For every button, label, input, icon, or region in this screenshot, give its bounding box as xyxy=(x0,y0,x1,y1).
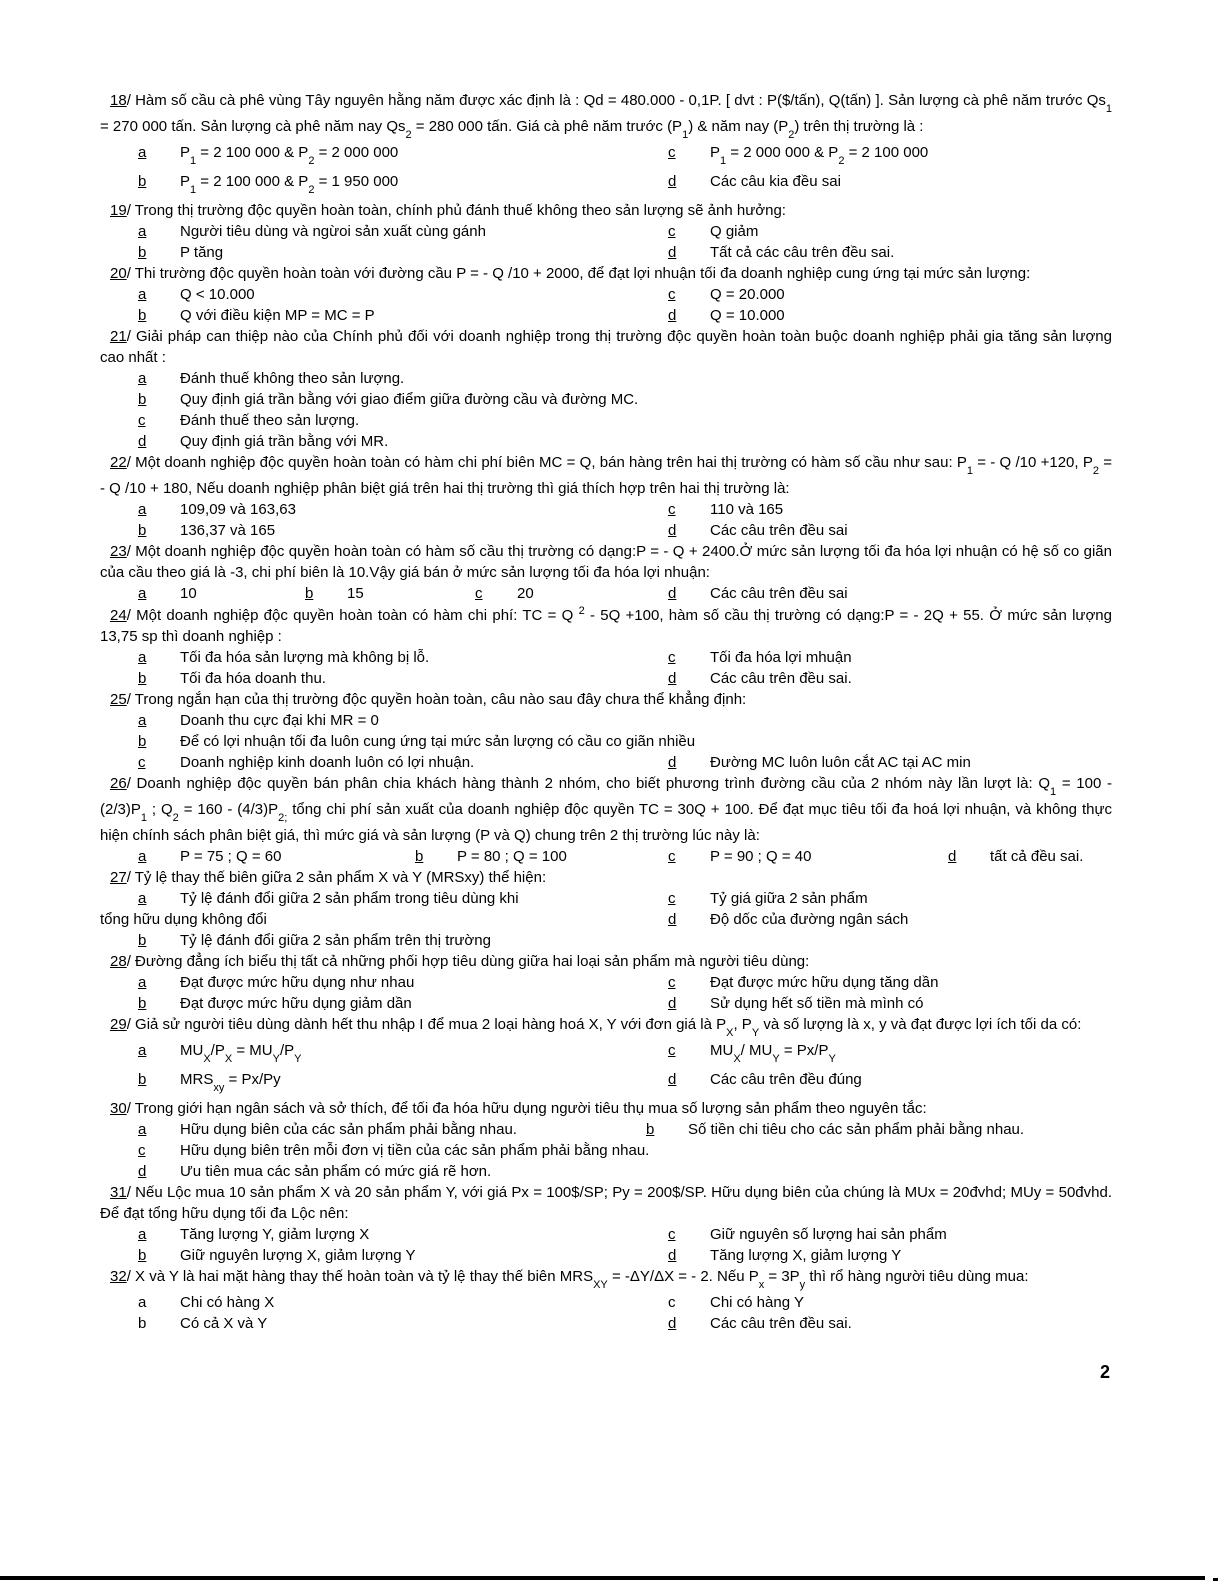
option-letter: a xyxy=(138,1121,147,1138)
option-letter: a xyxy=(138,370,147,387)
option-text: Chi có hàng Y xyxy=(710,1294,804,1311)
question-22-text: 22/ Một doanh nghiệp độc quyền hoàn toàn có hàm chi phí biên MC = Q, bán hàng trên hai thị trường có hàm số cầu như sau: $P_1$ = - Q /10 +120, $P_2$ = - Q /10 + 180, Nếu doanh nghiệp phân biệt giá trên hai thị trường thì giá thích hợp trên hai thị trường là: xyxy=(100,454,1112,497)
options-row xyxy=(100,1069,1112,1098)
options-row xyxy=(100,1313,1112,1334)
option-text: 10 xyxy=(180,585,197,602)
option-26b xyxy=(415,846,567,867)
option-text: Các câu trên đều sai. xyxy=(710,670,852,687)
option-text: Quy định giá trần bằng với giao điểm giữa đường cầu và đường MC. xyxy=(180,391,639,408)
option-letter: a xyxy=(138,1042,147,1059)
question-19-text: 19/ Trong thị trường độc quyền hoàn toàn, chính phủ đánh thuế không theo sản lượng sẽ ảnh hưởng: xyxy=(110,202,786,219)
question-number: 18 xyxy=(110,92,127,109)
option-letter: b xyxy=(138,995,147,1012)
option-text: Ưu tiên mua các sản phẩm có mức giá rẽ hơn. xyxy=(180,1163,492,1180)
options-row xyxy=(100,389,1112,410)
option-text: P = 90 ; Q = 40 xyxy=(710,848,812,865)
option-letter: b xyxy=(138,1247,147,1264)
option-letter: c xyxy=(668,286,676,303)
options-row xyxy=(100,752,1112,773)
option-letter: b xyxy=(138,522,147,539)
question-19 xyxy=(100,200,1112,263)
question-number: 28 xyxy=(110,953,127,970)
option-28a xyxy=(138,972,414,993)
option-letter: a xyxy=(138,712,147,729)
option-26a xyxy=(138,846,281,867)
option-letter: d xyxy=(668,522,677,539)
option-letter: d xyxy=(668,911,677,928)
option-31b xyxy=(138,1245,415,1266)
options-row xyxy=(100,410,1112,431)
option-25b xyxy=(138,731,695,752)
option-25c xyxy=(138,752,474,773)
option-text: Q giảm xyxy=(710,223,759,240)
options-row xyxy=(100,647,1112,668)
question-number: 31 xyxy=(110,1184,127,1201)
option-21d xyxy=(138,431,388,452)
options-row xyxy=(100,888,1112,909)
option-text: P = 80 ; Q = 100 xyxy=(457,848,567,865)
question-26-text: 26/ Doanh nghiệp độc quyền bán phân chia khách hàng thành 2 nhóm, cho biết phương trình đường cầu của 2 nhóm này lần lượt là: $Q_1 = 100 - (2/3)P_1$ ; $Q_2 = 160 - (4/3)P_{2;}$ tổng chi phí sản xuất của doanh nghiệp độc quyền TC = 30Q + 100. Để đạt mục tiêu tối đa hoá lợi nhuận, và không thực hiện chính sách phân biệt giá, thì mức giá và sản lượng (P và Q) chung trên 2 thị trường lúc này là: xyxy=(100,775,1112,844)
option-letter: a xyxy=(138,974,147,991)
option-21a xyxy=(138,368,404,389)
option-text: Q < 10.000 xyxy=(180,286,255,303)
option-text: Đạt được mức hữu dụng giảm dần xyxy=(180,995,412,1012)
option-letter: c xyxy=(668,890,676,907)
options-row xyxy=(100,1245,1112,1266)
option-text: $MU_X/P_X = MU_Y/P_Y$ xyxy=(180,1042,302,1065)
question-30 xyxy=(100,1098,1112,1182)
option-letter: c xyxy=(138,412,146,429)
question-27-text: 27/ Tỷ lệ thay thế biên giữa 2 sản phẩm X và Y (MRSxy) thể hiện: xyxy=(110,869,547,886)
option-letter: d xyxy=(668,754,677,771)
option-22b xyxy=(138,520,275,541)
option-text: 136,37 và 165 xyxy=(180,522,276,539)
question-20-text: 20/ Thi trường độc quyền hoàn toàn với đường cầu P = - Q /10 + 2000, để đạt lợi nhuận tối đa doanh nghiệp cung ứng tại mức sản lượng: xyxy=(110,265,1031,282)
option-29c xyxy=(668,1040,836,1066)
option-letter: b xyxy=(415,848,424,865)
option-23c xyxy=(475,583,534,604)
option-text: Các câu trên đều đúng xyxy=(710,1071,862,1088)
options-row xyxy=(100,731,1112,752)
option-21b xyxy=(138,389,638,410)
question-32 xyxy=(100,1266,1112,1334)
option-text: 109,09 và 163,63 xyxy=(180,501,296,518)
question-18-text: 18/ Hàm số cầu cà phê vùng Tây nguyên hằng năm được xác định là : Qd = 480.000 - 0,1P. [ dvt : P($/tấn), Q(tấn) ]. Sản lượng cà phê năm trước $Qs_1 = 270$ 000 tấn. Sản lượng cà phê năm nay $Qs_2 = 280$ 000 tấn. Giá cà phê năm trước $(P_1)$ & năm nay $(P_2)$ trên thị trường là : xyxy=(100,92,1112,141)
option-31c xyxy=(668,1224,947,1245)
option-text: Đạt được mức hữu dụng như nhau xyxy=(180,974,415,991)
option-24c xyxy=(668,647,852,668)
option-letter: a xyxy=(138,848,147,865)
option-text: Tất cả các câu trên đều sai. xyxy=(710,244,895,261)
option-letter: d xyxy=(668,1315,677,1332)
option-letter: d xyxy=(668,307,677,324)
question-18 xyxy=(100,90,1112,200)
option-letter: a xyxy=(138,144,147,161)
option-18c xyxy=(668,142,928,168)
option-text: $P_1 = 2$ 100 000 & $P_2 = 1$ 950 000 xyxy=(180,173,399,196)
option-18d xyxy=(668,171,841,192)
option-20c xyxy=(668,284,785,305)
page-number: 2 xyxy=(1100,1362,1111,1382)
option-27d xyxy=(668,909,908,930)
options-row xyxy=(100,221,1112,242)
option-21c xyxy=(138,410,359,431)
question-21 xyxy=(100,326,1112,452)
option-text: Các câu kia đều sai xyxy=(710,173,841,190)
question-number: 19 xyxy=(110,202,127,219)
option-22a xyxy=(138,499,296,520)
question-number: 26 xyxy=(110,775,127,792)
option-letter: b xyxy=(646,1121,655,1138)
option-29b xyxy=(138,1069,281,1095)
option-24b xyxy=(138,668,326,689)
options-row xyxy=(100,972,1112,993)
question-31-text: 31/ Nếu Lộc mua 10 sản phẩm X và 20 sản phẩm Y, với giá Px = 100$/SP; Py = 200$/SP. Hữu dụng biên của chúng là MUx = 20đvhd; MUy = 50đvhd. Để đạt tổng hữu dụng tối đa Lộc nên: xyxy=(100,1184,1112,1222)
option-letter: b xyxy=(138,932,147,949)
option-30d xyxy=(138,1161,491,1182)
question-number: 29 xyxy=(110,1016,127,1033)
option-letter: c xyxy=(668,1294,676,1311)
option-text: Tỷ lệ đánh đổi giữa 2 sản phẩm trên thị trường xyxy=(180,932,491,949)
option-30c xyxy=(138,1140,649,1161)
options-row xyxy=(100,583,1112,604)
option-28b xyxy=(138,993,412,1014)
option-text: Đường MC luôn luôn cắt AC tại AC min xyxy=(710,754,971,771)
question-number: 24 xyxy=(110,607,127,624)
options-row xyxy=(100,909,1112,930)
option-letter: d xyxy=(668,1247,677,1264)
option-letter: c xyxy=(138,1142,146,1159)
options-row xyxy=(100,171,1112,200)
options-row xyxy=(100,1119,1112,1140)
option-letter: c xyxy=(668,1226,676,1243)
option-28c xyxy=(668,972,938,993)
option-letter: b xyxy=(138,307,147,324)
option-31a xyxy=(138,1224,369,1245)
option-letter: b xyxy=(138,733,147,750)
option-letter: c xyxy=(668,974,676,991)
question-21-text: 21/ Giải pháp can thiệp nào của Chính phủ đối với doanh nghiệp trong thị trường độc quyền hoàn toàn buộc doanh nghiệp phải gia tăng sản lượng cao nhất : xyxy=(100,328,1112,366)
question-25 xyxy=(100,689,1112,773)
option-letter: b xyxy=(138,1071,147,1088)
question-24 xyxy=(100,604,1112,689)
option-letter: c xyxy=(668,223,676,240)
option-32a xyxy=(138,1292,274,1313)
option-text: Các câu trên đều sai xyxy=(710,522,848,539)
option-text: Tối đa hóa doanh thu. xyxy=(180,670,326,687)
option-18b xyxy=(138,171,398,197)
option-31d xyxy=(668,1245,901,1266)
option-text: Giữ nguyên số lượng hai sản phẩm xyxy=(710,1226,947,1243)
option-30a xyxy=(138,1119,517,1140)
option-letter: a xyxy=(138,223,147,240)
option-30b xyxy=(646,1119,1024,1140)
option-28d xyxy=(668,993,924,1014)
option-text: $P_1 = 2$ 000 000 & $P_2 = 2$ 100 000 xyxy=(710,144,929,167)
option-text: Đánh thuế không theo sản lượng. xyxy=(180,370,405,387)
option-19b xyxy=(138,242,223,263)
option-text: Sử dụng hết số tiền mà mình có xyxy=(710,995,924,1012)
option-text: tổng hữu dụng không đổi xyxy=(100,911,267,928)
option-text: 20 xyxy=(517,585,534,602)
option-27a xyxy=(138,888,519,909)
option-letter: d xyxy=(138,433,147,450)
options-row xyxy=(100,368,1112,389)
option-27b xyxy=(138,930,491,951)
question-number: 20 xyxy=(110,265,127,282)
option-19a xyxy=(138,221,486,242)
option-29d xyxy=(668,1069,862,1090)
options-row xyxy=(100,305,1112,326)
option-letter: b xyxy=(138,173,147,190)
question-number: 23 xyxy=(110,543,127,560)
question-26 xyxy=(100,773,1112,867)
options-row xyxy=(100,242,1112,263)
option-27c xyxy=(668,888,868,909)
option-text: 15 xyxy=(347,585,364,602)
option-letter: a xyxy=(138,501,147,518)
options-row xyxy=(100,846,1112,867)
question-20 xyxy=(100,263,1112,326)
option-25d xyxy=(668,752,971,773)
question-29 xyxy=(100,1014,1112,1098)
option-letter: d xyxy=(668,173,677,190)
options-row xyxy=(100,668,1112,689)
option-text: P = 75 ; Q = 60 xyxy=(180,848,282,865)
option-letter: c xyxy=(475,585,483,602)
question-30-text: 30/ Trong giới hạn ngân sách và sở thích, để tối đa hóa hữu dụng người tiêu thụ mua số lượng sản phẩm theo nguyên tắc: xyxy=(110,1100,927,1117)
option-32c xyxy=(668,1292,804,1313)
question-number: 22 xyxy=(110,454,127,471)
option-letter: d xyxy=(138,1163,147,1180)
question-22 xyxy=(100,452,1112,541)
question-number: 25 xyxy=(110,691,127,708)
option-letter: a xyxy=(138,286,147,303)
option-23d xyxy=(668,583,848,604)
option-text: Tỷ lệ đánh đổi giữa 2 sản phẩm trong tiêu dùng khi xyxy=(180,890,519,907)
option-letter: c xyxy=(668,1042,676,1059)
option-18a xyxy=(138,142,398,168)
option-text: P tăng xyxy=(180,244,224,261)
option-text: Quy định giá trần bằng với MR. xyxy=(180,433,389,450)
options-row xyxy=(100,1040,1112,1069)
question-29-text: 29/ Giả sử người tiêu dùng dành hết thu nhập I để mua 2 loại hàng hoá X, Y với đơn giá là $P_X$, $P_Y$ và số lượng là x, y và đạt được lợi ích tối da có: xyxy=(110,1016,1082,1039)
option-letter: d xyxy=(668,995,677,1012)
bottom-rule xyxy=(0,1576,1205,1580)
option-letter: d xyxy=(948,848,957,865)
option-letter: a xyxy=(138,1226,147,1243)
option-26c xyxy=(668,846,811,867)
option-text: Doanh thu cực đại khi MR = 0 xyxy=(180,712,379,729)
option-26d xyxy=(948,846,1083,867)
options-row xyxy=(100,142,1112,171)
option-letter: c xyxy=(668,501,676,518)
options-row xyxy=(100,993,1112,1014)
option-19d xyxy=(668,242,894,263)
option-text: Các câu trên đều sai xyxy=(710,585,848,602)
option-20b xyxy=(138,305,375,326)
option-text: $P_1 = 2$ 100 000 & $P_2 = 2$ 000 000 xyxy=(180,144,399,167)
question-27 xyxy=(100,867,1112,951)
options-row xyxy=(100,930,1112,951)
question-32-text: 32/ X và Y là hai mặt hàng thay thế hoàn toàn và tỷ lệ thay thế biên $MRS_{XY} = -\Delta Y/\Delta X$ = - 2. Nếu $P_x = 3P_y$ thì rổ hàng người tiêu dùng mua: xyxy=(110,1268,1029,1291)
option-text: Chi có hàng X xyxy=(180,1294,275,1311)
option-20d xyxy=(668,305,785,326)
option-22c xyxy=(668,499,783,520)
option-text: Tối đa hóa lợi mhuận xyxy=(710,649,852,666)
option-letter: a xyxy=(138,890,147,907)
question-number: 21 xyxy=(110,328,127,345)
option-text: Q = 10.000 xyxy=(710,307,785,324)
option-continuation xyxy=(100,909,267,930)
option-letter: a xyxy=(138,649,147,666)
question-25-text: 25/ Trong ngắn hạn của thị trường độc quyền hoàn toàn, câu nào sau đây chưa thể khẳng định: xyxy=(110,691,747,708)
option-letter: c xyxy=(668,848,676,865)
options-row xyxy=(100,710,1112,731)
option-letter: c xyxy=(668,649,676,666)
option-letter: b xyxy=(138,391,147,408)
option-text: Độ dốc của đường ngân sách xyxy=(710,911,909,928)
option-text: Có cả X và Y xyxy=(180,1315,268,1332)
option-letter: c xyxy=(138,754,146,771)
option-32d xyxy=(668,1313,852,1334)
option-24d xyxy=(668,668,852,689)
option-text: $MRS_{xy} = Px/Py$ xyxy=(180,1071,281,1094)
option-text: 110 và 165 xyxy=(710,501,784,518)
option-text: tất cả đều sai. xyxy=(990,848,1084,865)
option-text: Q = 20.000 xyxy=(710,286,785,303)
option-24a xyxy=(138,647,429,668)
option-letter: d xyxy=(668,244,677,261)
options-row xyxy=(100,1161,1112,1182)
option-23a xyxy=(138,583,197,604)
option-text: Tăng lượng Y, giảm lượng X xyxy=(180,1226,370,1243)
option-23b xyxy=(305,583,364,604)
option-letter: b xyxy=(138,244,147,261)
option-text: Hữu dụng biên của các sản phẩm phải bằng nhau. xyxy=(180,1121,517,1138)
options-row xyxy=(100,1292,1112,1313)
question-number: 27 xyxy=(110,869,127,886)
question-28 xyxy=(100,951,1112,1014)
option-text: Để có lợi nhuận tối đa luôn cung ứng tại mức sản lượng có cầu co giãn nhiều xyxy=(180,733,696,750)
option-letter: d xyxy=(668,1071,677,1088)
option-letter: d xyxy=(668,670,677,687)
option-letter: c xyxy=(668,144,676,161)
option-25a xyxy=(138,710,379,731)
option-text: Doanh nghiệp kinh doanh luôn có lợi nhuận. xyxy=(180,754,475,771)
options-row xyxy=(100,520,1112,541)
option-text: Người tiêu dùng và ngừoi sản xuất cùng gánh xyxy=(180,223,486,240)
question-23-text: 23/ Một doanh nghiệp độc quyền hoàn toàn có hàm số cầu thị trường có dạng:P = - Q + 2400.Ở mức sản lượng tối đa hóa lợi nhuận có hệ số co giãn của cầu theo giá là -3, chi phí biên là 10.Vậy giá bán ở mức sản lượng tối đa hóa lợi nhuận: xyxy=(100,543,1112,581)
option-19c xyxy=(668,221,758,242)
questions-list xyxy=(100,90,1112,1334)
option-text: Đạt được mức hữu dụng tăng dần xyxy=(710,974,939,991)
option-text: Tỷ giá giữa 2 sản phẩm xyxy=(710,890,868,907)
option-text: Đánh thuế theo sản lượng. xyxy=(180,412,360,429)
option-text: Số tiền chi tiêu cho các sản phẩm phải bằng nhau. xyxy=(688,1121,1025,1138)
option-text: Hữu dụng biên trên mỗi đơn vị tiền của các sản phẩm phải bằng nhau. xyxy=(180,1142,650,1159)
options-row xyxy=(100,431,1112,452)
option-letter: b xyxy=(138,670,147,687)
options-row xyxy=(100,284,1112,305)
option-letter: b xyxy=(138,1315,147,1332)
option-letter: a xyxy=(138,585,147,602)
question-24-text: 24/ Một doanh nghiệp độc quyền hoàn toàn có hàm chi phí: TC = Q $^2$ - 5Q +100, hàm số cầu thị trường có dạng:P = - 2Q + 55. Ở mức sản lượng 13,75 sp thì doanh nghiệp : xyxy=(100,605,1112,645)
option-20a xyxy=(138,284,255,305)
question-23 xyxy=(100,541,1112,604)
option-text: Giữ nguyên lượng X, giảm lượng Y xyxy=(180,1247,416,1264)
option-letter: d xyxy=(668,585,677,602)
option-22d xyxy=(668,520,848,541)
option-32b xyxy=(138,1313,267,1334)
question-number: 30 xyxy=(110,1100,127,1117)
options-row xyxy=(100,1140,1112,1161)
question-number: 32 xyxy=(110,1268,127,1285)
question-31 xyxy=(100,1182,1112,1266)
bottom-rule-dot xyxy=(1213,1578,1218,1581)
option-letter: a xyxy=(138,1294,147,1311)
option-text: Q với điều kiện MP = MC = P xyxy=(180,307,375,324)
option-29a xyxy=(138,1040,302,1066)
question-28-text: 28/ Đường đẳng ích biểu thị tất cả những phối hợp tiêu dùng giữa hai loại sản phẩm mà người tiêu dùng: xyxy=(110,953,810,970)
option-text: Tăng lượng X, giảm lượng Y xyxy=(710,1247,902,1264)
option-letter: b xyxy=(305,585,314,602)
option-text: Các câu trên đều sai. xyxy=(710,1315,852,1332)
options-row xyxy=(100,499,1112,520)
option-text: $MU_X/$ $MU_Y = Px/P_Y$ xyxy=(710,1042,836,1065)
option-text: Tối đa hóa sản lượng mà không bị lỗ. xyxy=(180,649,430,666)
options-row xyxy=(100,1224,1112,1245)
